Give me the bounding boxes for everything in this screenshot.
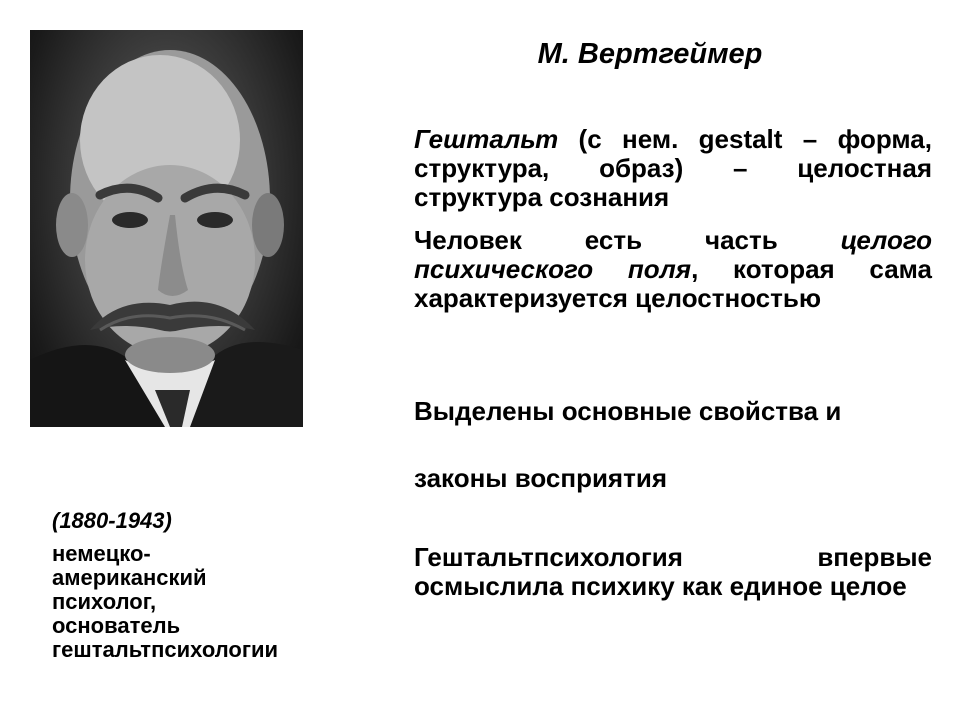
bio-description (52, 542, 352, 662)
psychic-field-text-c: , которая сама характеризуется целостностью (414, 254, 933, 313)
life-years: (1880-1943) (52, 508, 172, 533)
psychic-field-text-a: Человек есть часть (414, 225, 841, 255)
bio-line: гештальтпсихологии (52, 637, 279, 662)
gestalt-definition-text: (с нем. gestalt – форма, структура, образ) – целостная структура сознания (414, 124, 932, 212)
page-title: М. Вертгеймер (537, 38, 763, 70)
perception-laws-continuation: законы восприятия (414, 463, 667, 493)
bio-line: психолог, (52, 589, 157, 614)
portrait-photo (30, 30, 303, 427)
bio-line: американский (52, 565, 207, 590)
bio-line: основатель (52, 613, 181, 638)
perception-laws-statement: Выделены основные свойства и (414, 396, 842, 426)
gestalt-term: Гештальт (414, 124, 559, 154)
gestalt-definition (414, 125, 932, 212)
gestalt-psychology-statement: Гештальтпсихология впервые осмыслила психику как единое целое (414, 542, 932, 601)
bio-line: немецко- (52, 541, 151, 566)
psychic-field-statement (414, 226, 932, 313)
psychic-field-emphasis: целого психического поля (414, 225, 932, 284)
